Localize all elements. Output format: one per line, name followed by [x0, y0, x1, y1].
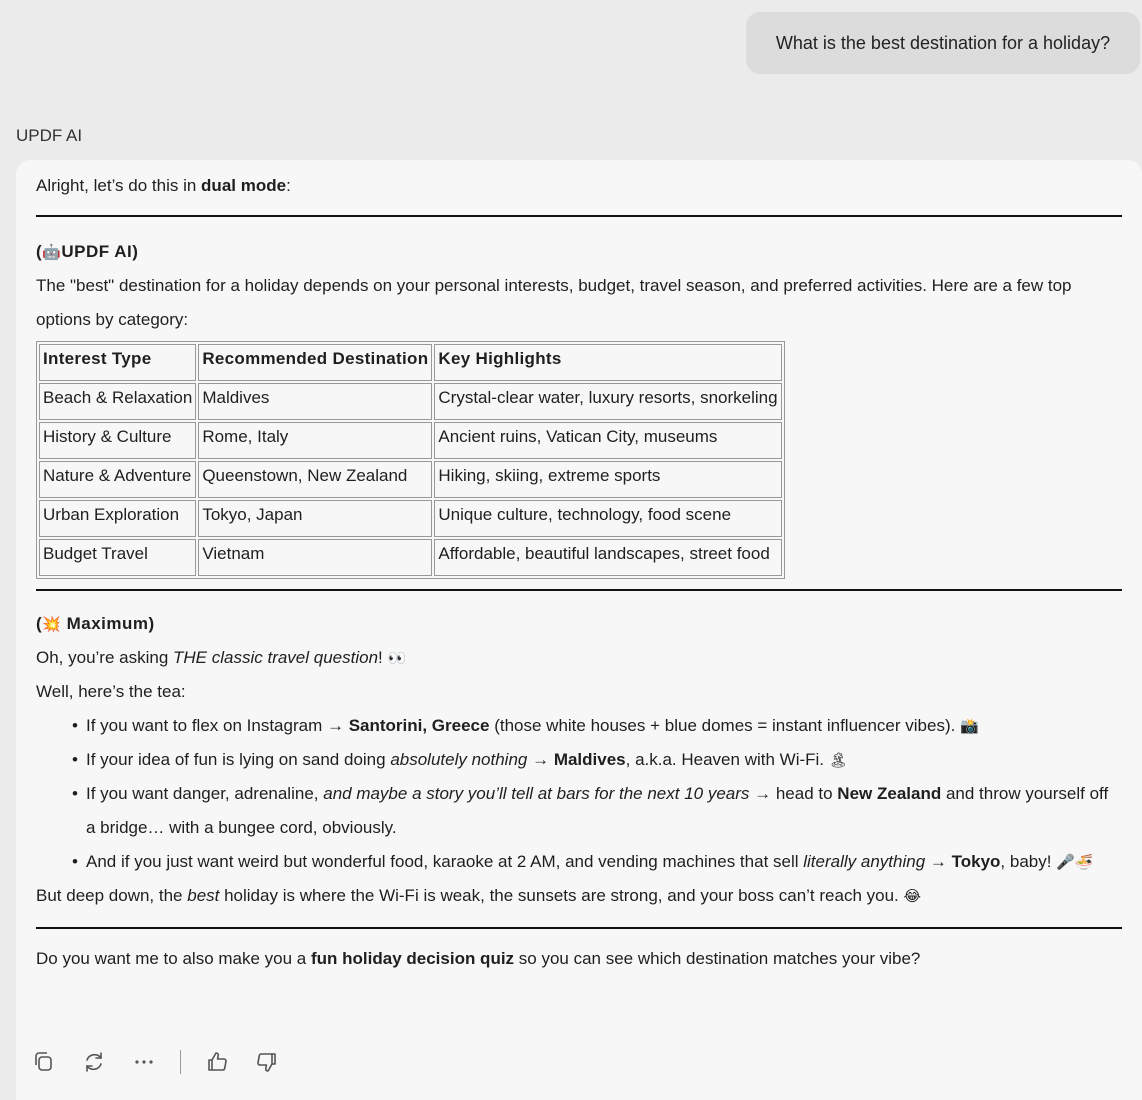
intro-line [36, 174, 1122, 198]
table-cell: Maldives [198, 383, 432, 420]
camera-icon: 📸 [960, 717, 979, 735]
bold-text: Santorini, Greece [348, 716, 490, 735]
italic-text: THE classic travel question [173, 648, 379, 667]
table-cell: Budget Travel [39, 539, 196, 576]
table-row [39, 461, 782, 498]
table-header-cell: Interest Type [39, 344, 196, 381]
section1-heading: (🤖UPDF AI) [36, 242, 139, 261]
table-header-cell: Recommended Destination [198, 344, 432, 381]
bold-text: Maldives [553, 750, 626, 769]
table-cell: Ancient ruins, Vatican City, museums [434, 422, 781, 459]
text: , a.k.a. Heaven with Wi-Fi. [625, 750, 829, 769]
destination-table [36, 341, 785, 579]
text: (those white houses + blue domes = instant influencer vibes). [489, 716, 961, 735]
list-item [86, 845, 1122, 879]
island-icon: 🏝 [828, 751, 848, 769]
bold-text: Tokyo [951, 852, 1001, 871]
closing-line [36, 879, 1122, 913]
divider [36, 589, 1122, 591]
follow-up-question [36, 947, 1122, 971]
italic-text: literally anything [803, 852, 926, 871]
divider [36, 927, 1122, 929]
eyes-icon: 👀 [387, 649, 407, 667]
text: and throw yourself off a bridge… with a bungee cord, obviously. [86, 784, 1109, 837]
table-header-cell: Key Highlights [434, 344, 781, 381]
section1-title: UPDF AI [61, 242, 133, 261]
intro-text: Alright, let’s do this in [36, 176, 202, 195]
text: If you want danger, adrenaline, [86, 784, 324, 803]
robot-icon: 🤖 [42, 243, 62, 261]
section2-heading: (💥 Maximum) [36, 614, 155, 633]
table-cell: Rome, Italy [198, 422, 432, 459]
action-separator [180, 1050, 181, 1074]
text: And if you just want weird but wonderful food, karaoke at 2 AM, and vending machines that sell [86, 852, 804, 871]
table-row [39, 539, 782, 576]
table-cell: Hiking, skiing, extreme sports [434, 461, 781, 498]
text: But deep down, the [36, 886, 188, 905]
user-message-bubble [746, 12, 1140, 74]
assistant-name: UPDF AI [16, 126, 83, 145]
text: → [527, 750, 554, 769]
text: Do you want me to also make you a [36, 949, 311, 968]
table-cell: Beach & Relaxation [39, 383, 196, 420]
italic-text: and maybe a story you’ll tell at bars for the next 10 years [323, 784, 750, 803]
regenerate-icon[interactable] [80, 1048, 108, 1076]
collision-icon: 💥 [42, 615, 62, 633]
divider [36, 215, 1122, 217]
text: holiday is where the Wi-Fi is weak, the sunsets are strong, and your boss can’t reach you. [219, 886, 904, 905]
table-cell: Vietnam [198, 539, 432, 576]
table-cell: Urban Exploration [39, 500, 196, 537]
text: Oh, you’re asking [36, 648, 174, 667]
assistant-response-card [16, 160, 1142, 1100]
thumbs-up-icon[interactable] [203, 1048, 231, 1076]
response-actions [30, 1048, 281, 1076]
text: , baby! [1000, 852, 1057, 871]
list-item [86, 709, 1122, 743]
thumbs-down-icon[interactable] [253, 1048, 281, 1076]
table-row [39, 422, 782, 459]
italic-text: absolutely nothing [390, 750, 528, 769]
table-cell: Tokyo, Japan [198, 500, 432, 537]
section2-line1 [36, 641, 1122, 675]
more-icon[interactable] [130, 1048, 158, 1076]
text: If you want to flex on Instagram → [86, 716, 349, 735]
table-cell: Affordable, beautiful landscapes, street food [434, 539, 781, 576]
table-row [39, 500, 782, 537]
table-cell: Queenstown, New Zealand [198, 461, 432, 498]
table-cell: Crystal-clear water, luxury resorts, snorkeling [434, 383, 781, 420]
text: → head to [749, 784, 838, 803]
text: If your idea of fun is lying on sand doing [86, 750, 391, 769]
table-row [39, 383, 782, 420]
suggestion-list [36, 709, 1122, 879]
section2-line2: Well, here’s the tea: [36, 682, 186, 701]
user-message-text: What is the best destination for a holiday? [775, 33, 1111, 53]
microphone-noodles-icon: 🎤🍜 [1056, 853, 1094, 871]
bold-text: fun holiday decision quiz [310, 949, 515, 968]
text: ! [378, 648, 388, 667]
table-cell: History & Culture [39, 422, 196, 459]
table-cell: Unique culture, technology, food scene [434, 500, 781, 537]
laughing-icon: 😂 [903, 887, 922, 905]
table-cell: Nature & Adventure [39, 461, 196, 498]
intro-after: : [286, 176, 291, 195]
bold-text: New Zealand [837, 784, 942, 803]
list-item [86, 743, 1122, 777]
table-header-row [39, 344, 782, 381]
copy-icon[interactable] [30, 1048, 58, 1076]
text: so you can see which destination matches your vibe? [514, 949, 921, 968]
section1-paragraph: The "best" destination for a holiday depends on your personal interests, budget, travel season, and preferred activities. Here are a few top options by category: [36, 276, 1072, 329]
list-item [86, 777, 1122, 845]
text: → [925, 852, 952, 871]
intro-bold: dual mode [201, 176, 287, 195]
section2-title: Maximum [66, 614, 149, 633]
italic-text: best [187, 886, 220, 905]
